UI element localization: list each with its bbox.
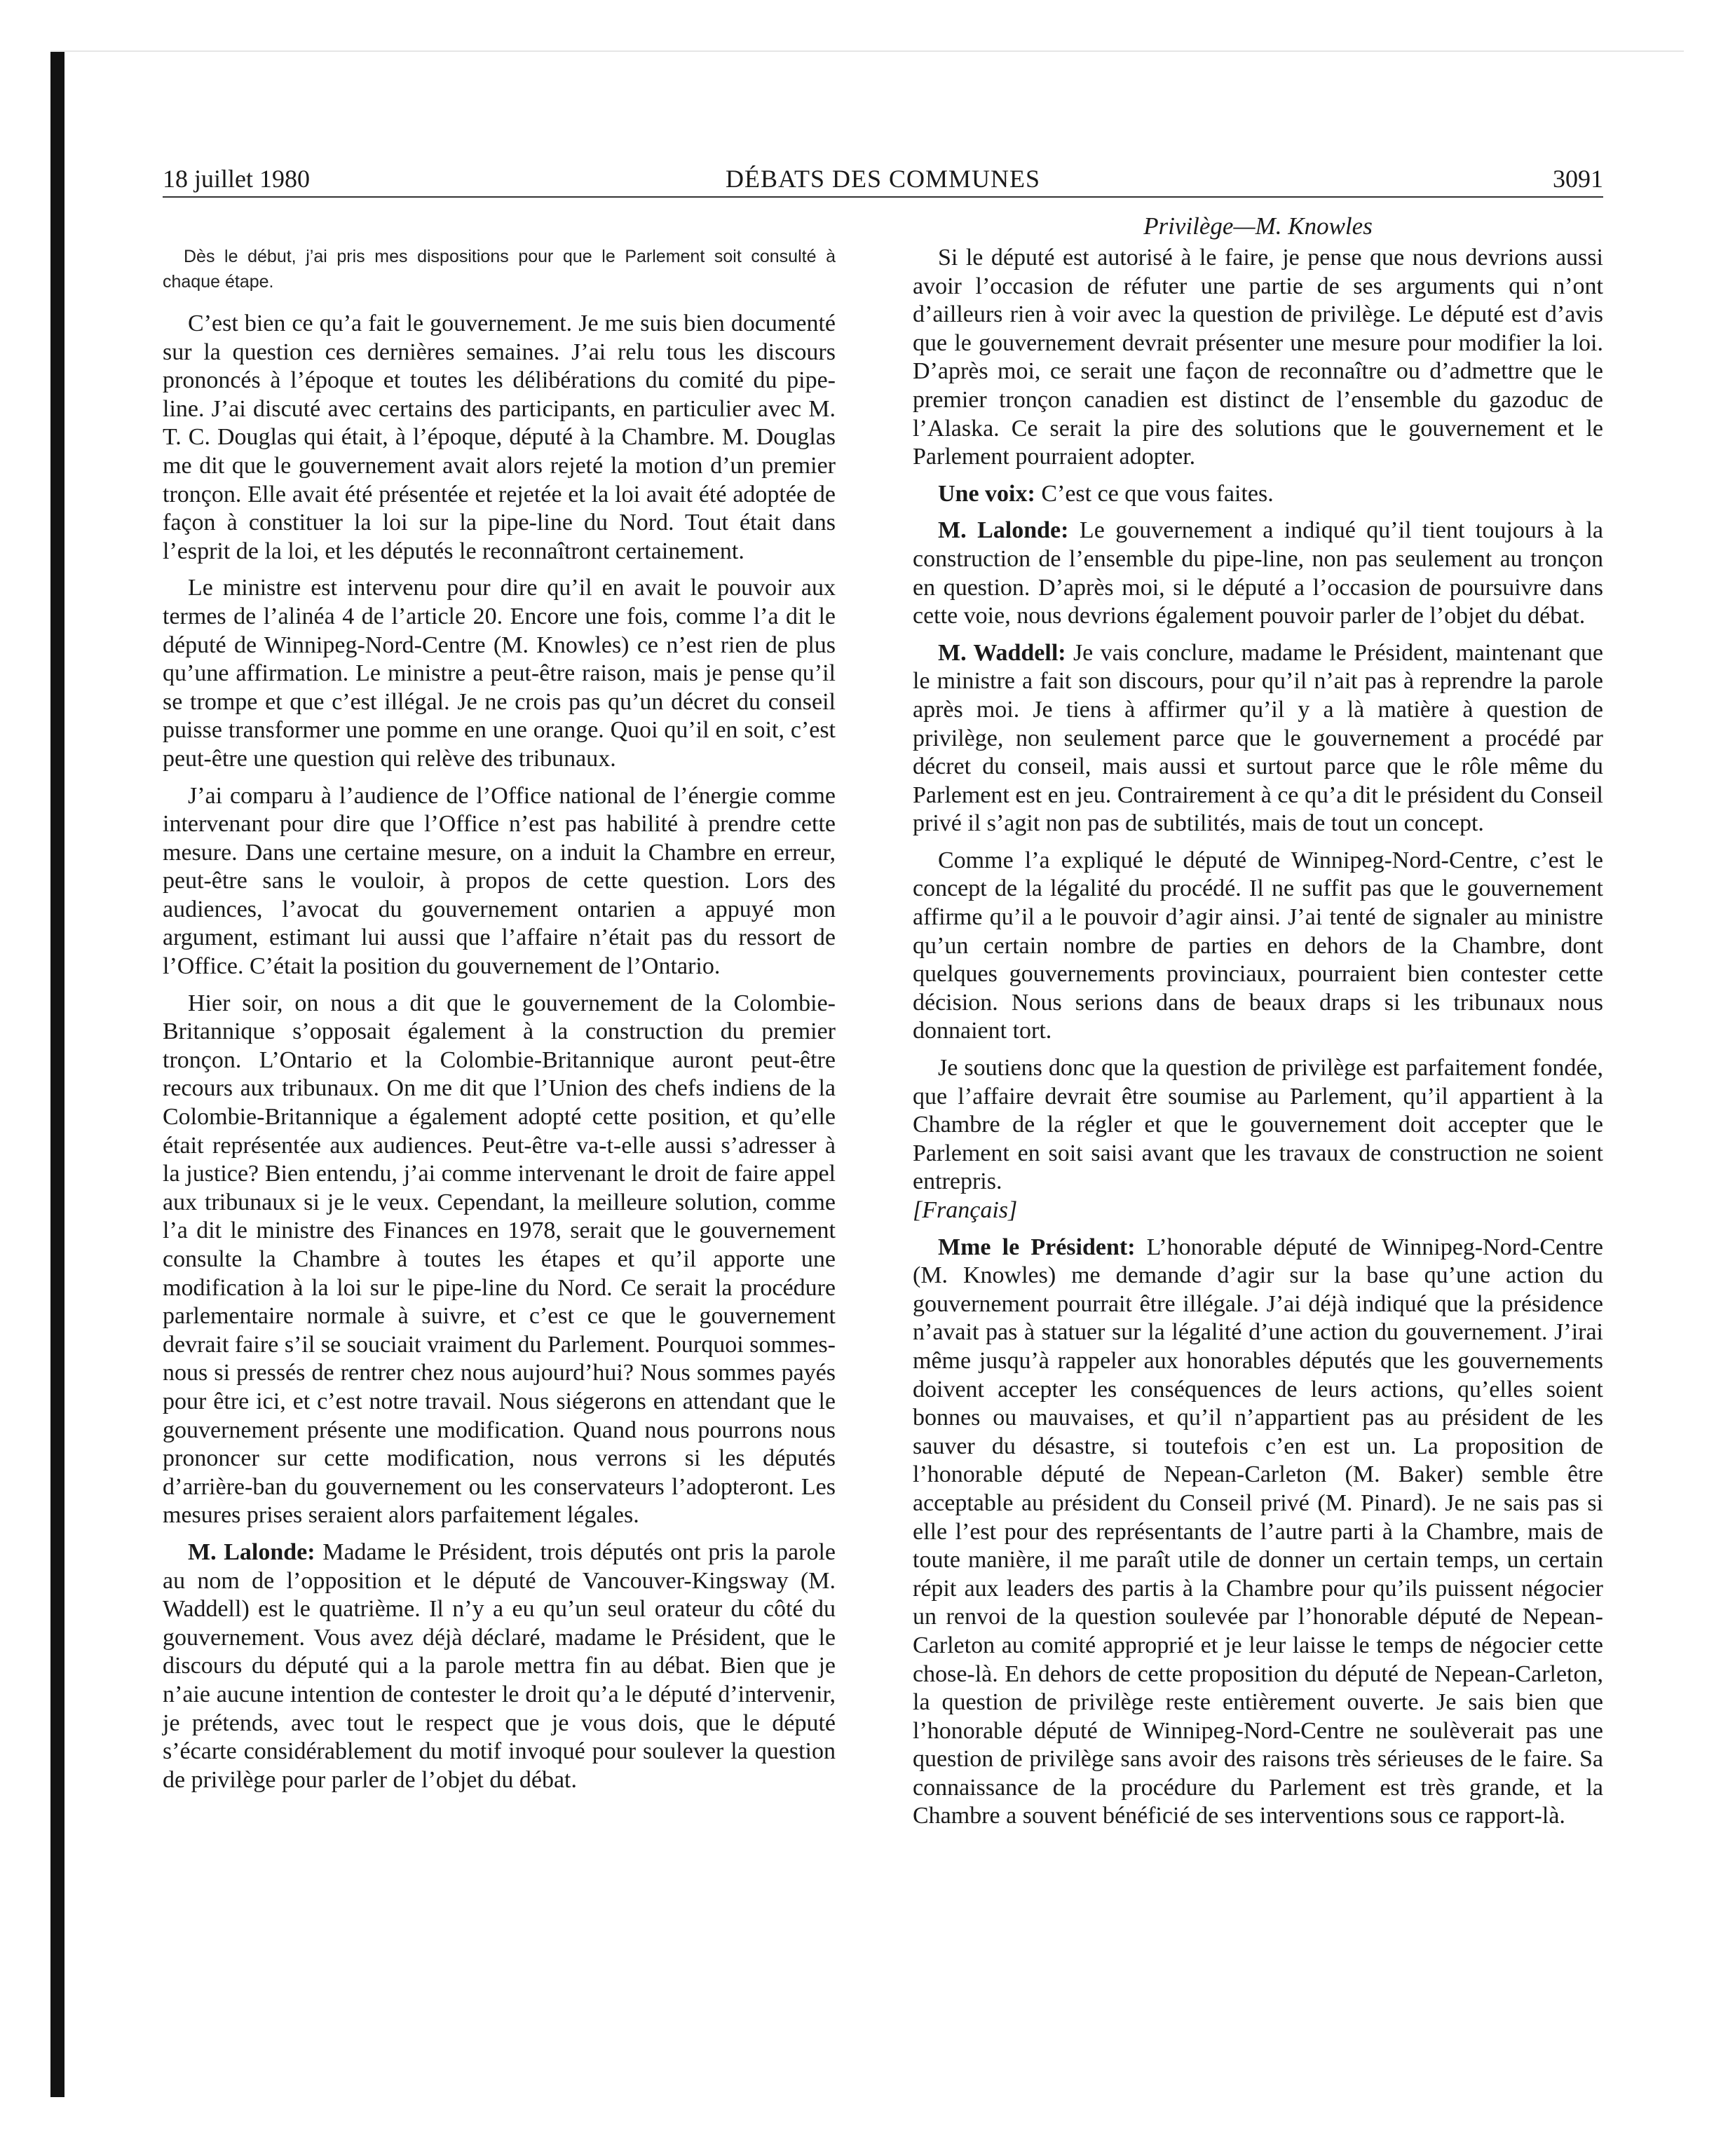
left-column [163, 244, 836, 1794]
speaker-name: M. Waddell: [938, 639, 1066, 666]
speech-text: Le gouvernement a indiqué qu’il tient toujours à la construction de l’ensemble du pipe-line, non pas seulement au tronçon en question. D’après moi, si le député a l’occasion de poursuivre dans cette voie, nous devrions également pouvoir parler de l’objet du débat. [913, 517, 1603, 629]
running-head: Privilège—M. Knowles [1143, 212, 1373, 240]
speech-text: Madame le Président, trois députés ont pris la parole au nom de l’opposition et le député de Vancouver-Kingsway (M. Waddell) est le quatrième. Il n’y a eu qu’un seul orateur du côté du gouvernement. Vous avez déjà déclaré, madame le Président, que le discours du député qui a la parole mettra fin au débat. Bien que je n’aie aucune intention de contester le droit qu’a le député d’intervenir, je prétends, avec tout le respect que je vous dois, que le député s’écarte considérablement du motif invoqué pour soulever la question de privilège pour parler de l’objet du débat. [163, 1538, 836, 1793]
speech-text: Je vais conclure, madame le Président, maintenant que le ministre a fait son discours, pour qu’il n’ait pas à reprendre la parole après moi. Je tiens à affirmer qu’il y a là matière à question de privilège, non seulement parce que le gouvernement a procédé par décret du conseil, mais aussi et surtout parce que le rôle même du Parlement est en jeu. Contrairement à ce qu’a dit le président du Conseil privé il s’agit non pas de subtilités, mais de tout un concept. [913, 639, 1603, 837]
speech-text: L’honorable député de Winnipeg-Nord-Centre (M. Knowles) me demande d’agir sur la base qu’une action du gouvernement pourrait être illégale. J’ai déjà indiqué que la présidence n’avait pas à statuer sur la légalité d’une action du gouvernement. J’irai même jusqu’à rappeler aux honorables députés que les gouvernements doivent accepter les conséquences de leurs actions, qu’elles soient bonnes ou mauvaises, et qu’il n’appartient pas au président de les sauver du désastre, si toutefois c’en est un. La proposition de l’honorable député de Nepean-Carleton (M. Baker) semble être acceptable au président du Conseil privé (M. Pinard). Je ne sais pas si elle l’est pour des représentants de l’autre parti à la Chambre, mais de toute manière, il me paraît utile de donner un certain temps, un certain répit aux leaders des partis à la Chambre pour qu’ils puissent négocier un renvoi de la question soulevée par l’honorable député de Nepean-Carleton au comité approprié et je leur laisse le temps de négocier cette chose-là. En dehors de cette proposition du député de Nepean-Carleton, la question de privilège reste entièrement ouverte. Je sais bien que l’honorable député de Winnipeg-Nord-Centre ne soulèverait pas une question de privilège sans avoir des raisons très sérieuses de le faire. Sa connaissance de la procédure du Parlement est très grande, et la Chambre a souvent bénéficié de ses interventions sous ce rapport-là. [913, 1234, 1603, 1829]
speech-text: C’est ce que vous faites. [1035, 480, 1274, 507]
paragraph: Je soutiens donc que la question de privilège est parfaitement fondée, que l’affaire devrait être soumise au Parlement, qu’il appartient à la Chambre de la régler et que le gouvernement doit accepter que le Parlement en soit saisi avant que les travaux de construction ne soient entrepris. [913, 1055, 1603, 1195]
header-date: 18 juillet 1980 [163, 165, 310, 193]
paragraph: Si le député est autorisé à le faire, je pense que nous devrions aussi avoir l’occasion de réfuter une partie de ses arguments qui n’ont d’ailleurs rien à voir avec la question de privilège. Le député est d’avis que le gouvernement devrait présenter une mesure pour modifier la loi. D’après moi, ce serait une façon de reconnaître ou d’admettre que le premier tronçon canadien est distinct de l’ensemble du gazoduc de l’Alaska. Ce serait la pire des solutions que le gouvernement et le Parlement pourraient adopter. [913, 245, 1603, 470]
scan-edge-bar [50, 50, 64, 2097]
header-title: DÉBATS DES COMMUNES [725, 165, 1041, 193]
right-column [913, 210, 1603, 1831]
paragraph: Hier soir, on nous a dit que le gouvernement de la Colombie-Britannique s’opposait également à la construction du premier tronçon. L’Ontario et la Colombie-Britannique auront peut-être recours aux tribunaux. On me dit que l’Union des chefs indiens de la Colombie-Britannique a également adopté cette position, et qu’elle était représentée aux audiences. Peut-être va-t-elle aussi s’adresser à la justice? Bien entendu, j’ai comme intervenant le droit de faire appel aux tribunaux si je le veux. Cependant, la meilleure solution, comme l’a dit le ministre des Finances en 1978, serait que le gouvernement consulte la Chambre à toutes les étapes et qu’il apporte une modification à la loi sur le pipe-line du Nord. Ce serait la procédure parlementaire normale à suivre, et c’est ce que le gouvernement devrait faire s’il se souciait vraiment du Parlement. Pourquoi sommes-nous si pressés de rentrer chez nous aujourd’hui? Nous sommes payés pour être ici, et c’est notre travail. Nous siégerons en attendant que le gouvernement présente une modification. Quand nous pourrons nous prononcer sur cette modification, nous verrons si les députés d’arrière-ban du gouvernement ou les conservateurs l’adopteront. Les mesures prises seraient alors parfaitement légales. [163, 990, 836, 1529]
paragraph: Comme l’a expliqué le député de Winnipeg-Nord-Centre, c’est le concept de la légalité du procédé. Il ne suffit pas que le gouvernement affirme qu’il a le pouvoir d’agir ainsi. J’ai tenté de signaler au ministre qu’un certain nombre de parties en dehors de la Chambre, dont quelques gouvernements provinciaux, pourraient bien contester cette décision. Nous serions dans de beaux draps si les tribunaux nous donnaient tort. [913, 847, 1603, 1044]
page-header [163, 161, 1603, 198]
speaker-name: Mme le Président: [938, 1234, 1136, 1260]
speaker-name: M. Lalonde: [938, 517, 1069, 544]
speech-paragraph [913, 480, 1603, 509]
paragraph: C’est bien ce qu’a fait le gouvernement. Je me suis bien documenté sur la question ces dernières semaines. J’ai relu tous les discours prononcés à l’époque et toutes les délibérations du comité du pipe-line. J’ai discuté avec certains des participants, en particulier avec M. T. C. Douglas qui était, à l’époque, député à la Chambre. M. Douglas me dit que le gouvernement avait alors rejeté la motion d’un premier tronçon. Elle avait été présentée et rejetée et la loi avait été adoptée de façon à constituer la loi sur la pipe-line du Nord. Tout était dans l’esprit de la loi, et les députés le reconnaîtront certainement. [163, 311, 836, 564]
language-tag: [Français] [913, 1197, 1018, 1223]
speech-paragraph [163, 1538, 836, 1794]
speech-paragraph [913, 517, 1603, 630]
speech-paragraph [913, 639, 1603, 838]
quoted-statement: Dès le début, j’ai pris mes dispositions pour que le Parlement soit consulté à chaque étape. [163, 247, 836, 292]
scan-edge-line [50, 50, 1684, 52]
paragraph: J’ai comparu à l’audience de l’Office national de l’énergie comme intervenant pour dire que l’Office n’est pas habilité à prendre cette mesure. Dans une certaine mesure, on a induit la Chambre en erreur, peut-être sans le vouloir, à propos de cette question. Lors des audiences, l’avocat du gouvernement ontarien a appuyé mon argument, estimant lui aussi que l’affaire n’était pas du ressort de l’Office. C’était la position du gouvernement de l’Ontario. [163, 782, 836, 980]
speech-paragraph [913, 1234, 1603, 1831]
page-number: 3091 [1553, 165, 1603, 193]
speaker-name: Une voix: [938, 480, 1035, 507]
speaker-name: M. Lalonde: [188, 1538, 315, 1565]
paragraph: Le ministre est intervenu pour dire qu’il en avait le pouvoir aux termes de l’alinéa 4 de l’article 20. Encore une fois, comme l’a dit le député de Winnipeg-Nord-Centre (M. Knowles) ce n’est rien de plus qu’une affirmation. Le ministre a peut-être raison, mais je pense qu’il se trompe et que c’est illégal. Je ne crois pas qu’un décret du conseil puisse transformer une pomme en une orange. Quoi qu’il en soit, c’est peut-être une question qui relève des tribunaux. [163, 575, 836, 772]
